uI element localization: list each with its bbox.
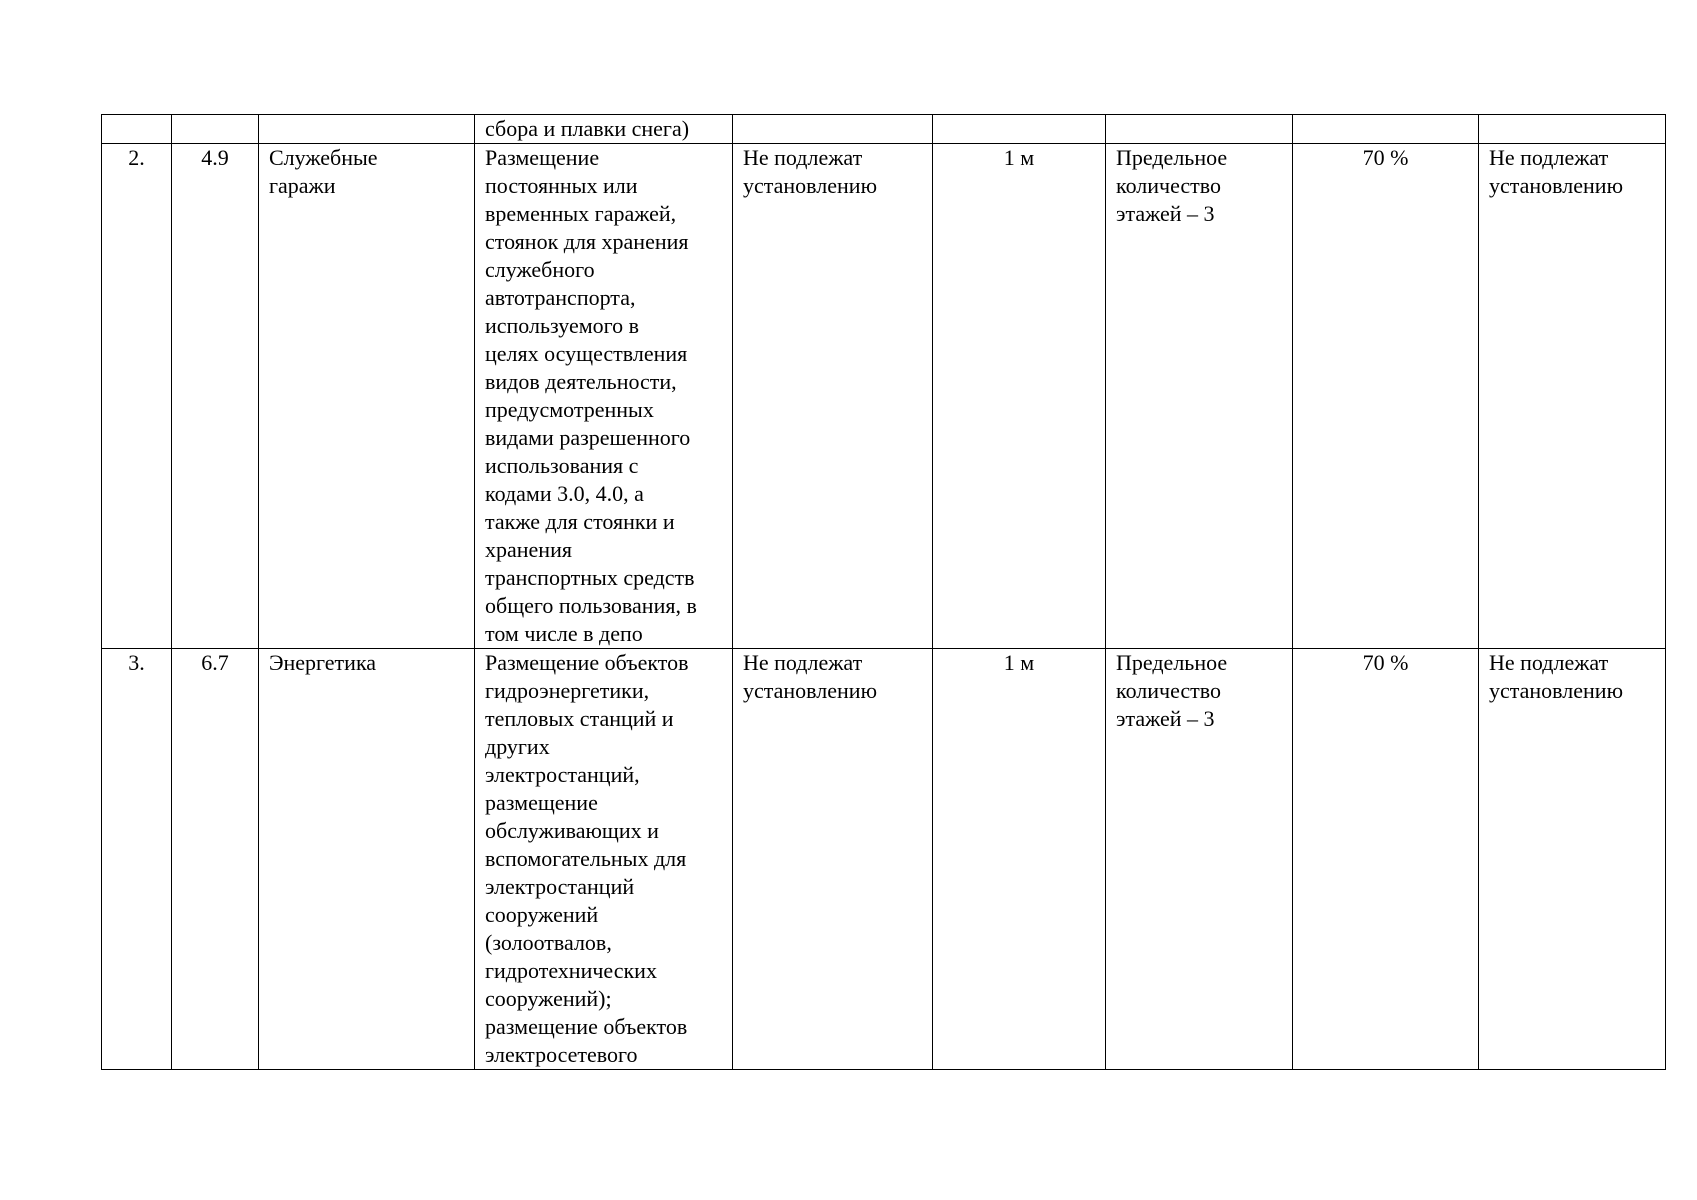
cell-number [102,649,172,1070]
row-floors: Предельное количество этажей – 3 [1116,145,1228,226]
cell-code [172,144,259,649]
cell-name [259,115,475,144]
row-coverage: 70 % [1362,650,1409,675]
cell-number [102,144,172,649]
cell-floors [1106,115,1293,144]
row-code: 6.7 [201,650,229,675]
cell-coverage [1293,649,1479,1070]
row-floors: Предельное количество этажей – 3 [1116,650,1228,731]
cell-code [172,115,259,144]
cell-area [733,144,933,649]
cell-coverage [1293,144,1479,649]
row-other: Не подлежат установлению [1489,650,1624,703]
table-row [102,649,1666,1070]
cell-number [102,115,172,144]
row-number: 3. [128,650,145,675]
cell-setback [933,115,1106,144]
row-coverage: 70 % [1362,145,1409,170]
cell-code [172,649,259,1070]
row-description: Размещение постоянных или временных гаражей, стоянок для хранения служебного автотранспорта, используемого в целях осуществления видов деятельности, предусмотренных видами разрешенного использования с кодами 3.0, 4.0, а также для стоянки и хранения транспортных средств общего пользования, в том числе в депо [485,145,697,646]
cell-floors [1106,649,1293,1070]
row-setback: 1 м [1003,145,1035,170]
table-row [102,144,1666,649]
row-number: 2. [128,145,145,170]
cell-floors [1106,144,1293,649]
cell-setback [933,649,1106,1070]
cell-description [475,144,733,649]
row-name: Энергетика [269,650,377,675]
row-setback: 1 м [1003,650,1035,675]
cell-setback [933,144,1106,649]
cell-area [733,649,933,1070]
cell-name [259,144,475,649]
cell-other [1479,649,1666,1070]
row-code: 4.9 [201,145,229,170]
cell-other [1479,144,1666,649]
row-other: Не подлежат установлению [1489,145,1624,198]
cell-other [1479,115,1666,144]
cell-coverage [1293,115,1479,144]
row-description: Размещение объектов гидроэнергетики, тепловых станций и других электростанций, размещение обслуживающих и вспомогательных для электростанций сооружений (золоотвалов, гидротехнических сооружений); размещение объектов электросетевого [485,650,689,1067]
cell-description [475,115,733,144]
row-area: Не подлежат установлению [743,650,878,703]
cell-description [475,649,733,1070]
description-text: сбора и плавки снега) [485,116,690,141]
regulations-table [101,114,1666,1070]
cell-area [733,115,933,144]
cell-name [259,649,475,1070]
row-area: Не подлежат установлению [743,145,878,198]
row-name: Служебные гаражи [269,145,378,198]
continuation-row [102,115,1666,144]
